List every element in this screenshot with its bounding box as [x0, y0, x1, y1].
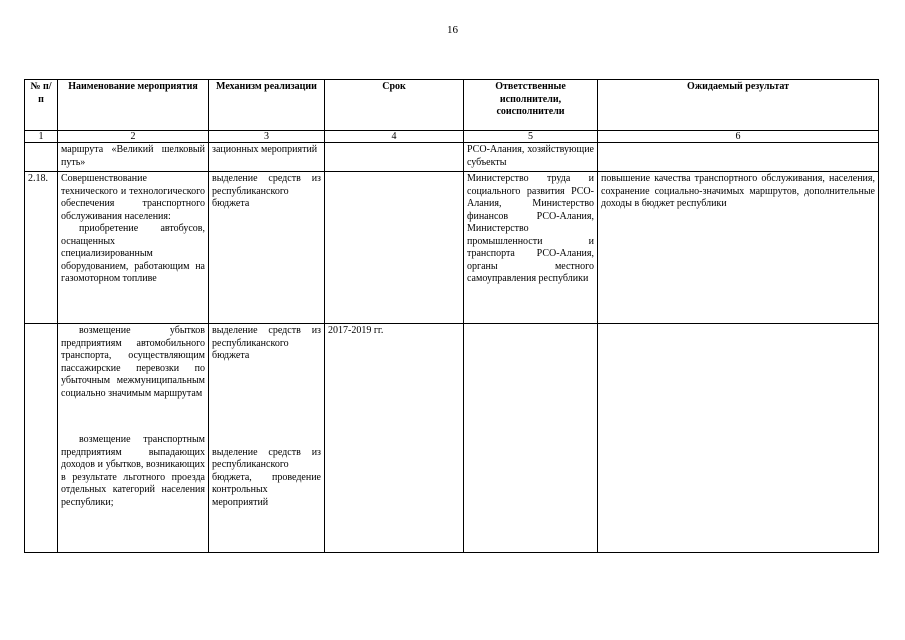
action-plan-table: [24, 79, 879, 553]
column-number-row: [25, 131, 879, 143]
activity-name-cell: [58, 172, 209, 324]
mechanism-text: выделение средств из республиканского бюджета: [212, 325, 321, 361]
term-cell: 2017-2019 гг.: [325, 324, 464, 553]
result-cell: [598, 143, 879, 172]
mechanism-cell: выделение средств из республиканского бюджета: [209, 172, 325, 324]
activity-subitem: возмещение убытков предприятиям автомобильного транспорта, осуществляющим пассажирские перевозки по убыточным межмуниципальным социально значимым маршрутам: [61, 325, 205, 399]
activity-name: маршрута «Великий шелковый путь»: [58, 143, 209, 172]
result-cell: повышение качества транспортного обслуживания, населения, сохранение социально-значимых маршрутов, дополнительные доходы в бюджет республики: [598, 172, 879, 324]
header-executors: Ответственные исполнители, соисполнители: [464, 80, 598, 131]
executors-cell: [464, 324, 598, 553]
table-row: [25, 172, 879, 324]
header-term: Срок: [325, 80, 464, 131]
page-number: 16: [447, 24, 458, 36]
row-number: 2.18.: [25, 172, 58, 324]
header-row: [25, 80, 879, 131]
table-row: [25, 324, 879, 553]
activity-subitem: приобретение автобусов, оснащенных специализированным оборудованием, работающим на газомоторном топливе: [61, 223, 205, 284]
column-number: 2: [58, 131, 209, 143]
row-number: [25, 143, 58, 172]
table-row: [25, 143, 879, 172]
header-mechanism: Механизм реализации: [209, 80, 325, 131]
row-number: [25, 324, 58, 553]
header-name: Наименование мероприятия: [58, 80, 209, 131]
column-number: 6: [598, 131, 879, 143]
term-cell: [325, 143, 464, 172]
activity-name-cell: [58, 324, 209, 553]
column-number: 1: [25, 131, 58, 143]
column-number: 3: [209, 131, 325, 143]
activity-subitem: возмещение транспортным предприятиям выпадающих доходов и убытков, возникающих в результате льготного проезда отдельных категорий населения республики;: [61, 434, 205, 508]
column-number: 4: [325, 131, 464, 143]
header-result: Ожидаемый результат: [598, 80, 879, 131]
mechanism-text: выделение средств из республиканского бюджета, проведение контрольных мероприятий: [212, 446, 321, 508]
header-num: № п/п: [25, 80, 58, 131]
activity-name: Совершенствование технического и технологического обеспечения транспортного обслуживания населения:: [61, 173, 205, 222]
executors-cell: Министерство труда и социального развития РСО-Алания, Министерство финансов РСО-Алания, Министерство промышленности и транспорта РСО-Алания, органы местного самоуправления республики: [464, 172, 598, 324]
mechanism-cell: зационных мероприятий: [209, 143, 325, 172]
executors-cell: РСО-Алания, хозяйствующие субъекты: [464, 143, 598, 172]
mechanism-cell: [209, 324, 325, 553]
term-cell: [325, 172, 464, 324]
column-number: 5: [464, 131, 598, 143]
result-cell: [598, 324, 879, 553]
